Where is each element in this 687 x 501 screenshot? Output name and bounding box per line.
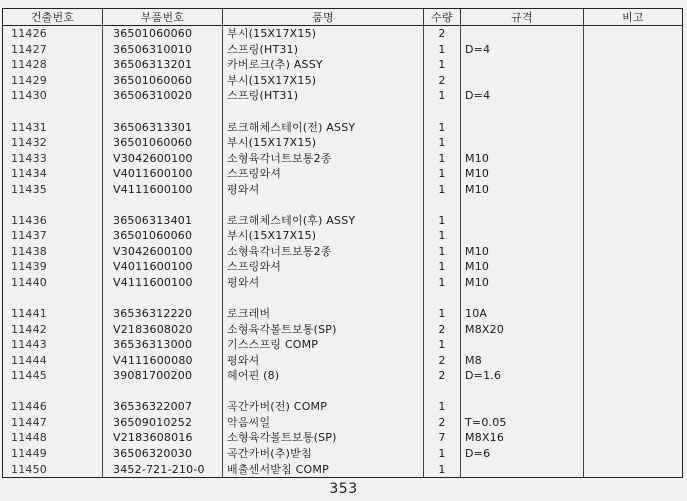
cell-qty: 1: [424, 446, 461, 462]
cell-no: 11427: [3, 42, 103, 58]
cell-part-no: 36506310010: [103, 42, 223, 58]
cell-remark: [584, 446, 683, 462]
cell-remark: [584, 104, 683, 120]
table-row: [3, 244, 683, 260]
cell-no: 11448: [3, 430, 103, 446]
cell-no: 11437: [3, 228, 103, 244]
cell-name: 기스스프링 COMP: [223, 337, 424, 353]
cell-spec: M8: [461, 352, 584, 368]
cell-name: 소형육각볼트보통(SP): [223, 321, 424, 337]
cell-qty: 7: [424, 430, 461, 446]
table-row: [3, 166, 683, 182]
cell-part-no: V4111600100: [103, 181, 223, 197]
table-row: [3, 337, 683, 353]
cell-name: 부시(15X17X15): [223, 73, 424, 89]
cell-qty: 1: [424, 135, 461, 151]
cell-qty: 1: [424, 150, 461, 166]
cell-qty: 2: [424, 26, 461, 42]
cell-part-no: 36501060060: [103, 135, 223, 151]
cell-name: 로크해체스테이(전) ASSY: [223, 119, 424, 135]
cell-remark: [584, 73, 683, 89]
table-row: [3, 150, 683, 166]
cell-name: 악음씨일: [223, 415, 424, 431]
cell-spec: D=1.6: [461, 368, 584, 384]
cell-no: 11429: [3, 73, 103, 89]
table-row: [3, 57, 683, 73]
cell-part-no: V4111600080: [103, 352, 223, 368]
cell-qty: 2: [424, 368, 461, 384]
cell-qty: 1: [424, 337, 461, 353]
cell-spec: M10: [461, 259, 584, 275]
cell-spec: [461, 135, 584, 151]
cell-remark: [584, 119, 683, 135]
cell-name: 배출센서받침 COMP: [223, 461, 424, 477]
cell-remark: [584, 461, 683, 477]
cell-qty: 1: [424, 461, 461, 477]
cell-spec: M10: [461, 166, 584, 182]
cell-part-no: 36506313401: [103, 213, 223, 229]
cell-name: 스프링(HT31): [223, 88, 424, 104]
spacer-row: [3, 290, 683, 306]
cell-spec: [461, 73, 584, 89]
col-header-spec: 규격: [461, 9, 584, 26]
cell-spec: T=0.05: [461, 415, 584, 431]
cell-qty: 1: [424, 259, 461, 275]
cell-spec: M10: [461, 275, 584, 291]
table-row: [3, 368, 683, 384]
cell-qty: 1: [424, 399, 461, 415]
cell-part-no: 39081700200: [103, 368, 223, 384]
cell-no: 11433: [3, 150, 103, 166]
cell-name: 스프링와셔: [223, 259, 424, 275]
cell-spec: M8X20: [461, 321, 584, 337]
cell-remark: [584, 384, 683, 400]
cell-remark: [584, 321, 683, 337]
table-row: [3, 181, 683, 197]
table-row: [3, 73, 683, 89]
cell-part-no: 3452-721-210-0: [103, 461, 223, 477]
cell-name: 부시(15X17X15): [223, 26, 424, 42]
cell-qty: 1: [424, 275, 461, 291]
cell-no: 11428: [3, 57, 103, 73]
cell-no: [3, 384, 103, 400]
table-row: [3, 352, 683, 368]
cell-spec: [461, 26, 584, 42]
cell-remark: [584, 42, 683, 58]
cell-part-no: V4011600100: [103, 166, 223, 182]
cell-part-no: V4111600100: [103, 275, 223, 291]
cell-remark: [584, 166, 683, 182]
header-row: [3, 9, 683, 26]
cell-spec: M10: [461, 181, 584, 197]
cell-name: [223, 197, 424, 213]
cell-part-no: V2183608016: [103, 430, 223, 446]
table-row: [3, 42, 683, 58]
cell-remark: [584, 337, 683, 353]
cell-spec: [461, 290, 584, 306]
cell-no: 11449: [3, 446, 103, 462]
cell-name: 평와셔: [223, 352, 424, 368]
cell-no: 11436: [3, 213, 103, 229]
cell-remark: [584, 415, 683, 431]
col-header-no: 건출번호: [3, 9, 103, 26]
cell-qty: 1: [424, 213, 461, 229]
cell-part-no: [103, 290, 223, 306]
cell-spec: [461, 384, 584, 400]
cell-part-no: 36501060060: [103, 26, 223, 42]
cell-spec: 10A: [461, 306, 584, 322]
cell-remark: [584, 150, 683, 166]
cell-name: [223, 104, 424, 120]
cell-name: [223, 384, 424, 400]
cell-remark: [584, 306, 683, 322]
cell-spec: M10: [461, 244, 584, 260]
cell-spec: [461, 461, 584, 477]
cell-no: 11430: [3, 88, 103, 104]
cell-spec: D=4: [461, 88, 584, 104]
cell-qty: [424, 384, 461, 400]
cell-name: 소형육각볼트보통(SP): [223, 430, 424, 446]
cell-part-no: V3042600100: [103, 244, 223, 260]
cell-name: 헤어핀 (8): [223, 368, 424, 384]
cell-qty: 2: [424, 352, 461, 368]
cell-part-no: 36501060060: [103, 73, 223, 89]
cell-name: 평와셔: [223, 181, 424, 197]
cell-qty: 1: [424, 119, 461, 135]
cell-name: 스프링와셔: [223, 166, 424, 182]
cell-qty: [424, 197, 461, 213]
table-row: [3, 135, 683, 151]
cell-remark: [584, 26, 683, 42]
cell-spec: [461, 337, 584, 353]
cell-no: 11447: [3, 415, 103, 431]
table-row: [3, 430, 683, 446]
table-row: [3, 119, 683, 135]
cell-no: 11438: [3, 244, 103, 260]
cell-no: 11426: [3, 26, 103, 42]
cell-remark: [584, 213, 683, 229]
cell-name: 부시(15X17X15): [223, 135, 424, 151]
cell-qty: 1: [424, 244, 461, 260]
cell-spec: M8X16: [461, 430, 584, 446]
cell-spec: D=4: [461, 42, 584, 58]
cell-qty: [424, 104, 461, 120]
table-row: [3, 275, 683, 291]
cell-qty: 1: [424, 228, 461, 244]
cell-qty: 1: [424, 88, 461, 104]
col-header-name: 품명: [223, 9, 424, 26]
cell-part-no: V4011600100: [103, 259, 223, 275]
cell-name: 소형육각너트보통2종: [223, 150, 424, 166]
cell-no: 11450: [3, 461, 103, 477]
cell-spec: M10: [461, 150, 584, 166]
cell-qty: 2: [424, 321, 461, 337]
cell-name: 로크레버: [223, 306, 424, 322]
cell-remark: [584, 352, 683, 368]
cell-no: 11434: [3, 166, 103, 182]
cell-no: 11435: [3, 181, 103, 197]
spacer-row: [3, 384, 683, 400]
cell-qty: 1: [424, 166, 461, 182]
cell-spec: [461, 197, 584, 213]
cell-no: 11431: [3, 119, 103, 135]
cell-qty: 1: [424, 42, 461, 58]
cell-no: 11442: [3, 321, 103, 337]
cell-remark: [584, 259, 683, 275]
cell-name: 곡간카버(추)받침: [223, 446, 424, 462]
spacer-row: [3, 104, 683, 120]
table-row: [3, 306, 683, 322]
cell-qty: 1: [424, 306, 461, 322]
cell-part-no: [103, 384, 223, 400]
cell-part-no: 36506313201: [103, 57, 223, 73]
table-row: [3, 399, 683, 415]
cell-remark: [584, 181, 683, 197]
cell-part-no: 36501060060: [103, 228, 223, 244]
cell-name: 스프링(HT31): [223, 42, 424, 58]
cell-no: [3, 290, 103, 306]
cell-part-no: 36506313301: [103, 119, 223, 135]
cell-part-no: 36506310020: [103, 88, 223, 104]
cell-remark: [584, 135, 683, 151]
cell-no: 11446: [3, 399, 103, 415]
cell-part-no: 36536322007: [103, 399, 223, 415]
cell-spec: [461, 119, 584, 135]
col-header-part-no: 부품번호: [103, 9, 223, 26]
cell-no: 11445: [3, 368, 103, 384]
table-row: [3, 321, 683, 337]
cell-spec: [461, 104, 584, 120]
cell-no: 11441: [3, 306, 103, 322]
cell-qty: 2: [424, 415, 461, 431]
cell-remark: [584, 228, 683, 244]
cell-part-no: [103, 197, 223, 213]
cell-remark: [584, 290, 683, 306]
cell-qty: 2: [424, 73, 461, 89]
cell-name: 곡간카버(전) COMP: [223, 399, 424, 415]
table-row: [3, 415, 683, 431]
cell-remark: [584, 275, 683, 291]
cell-no: [3, 197, 103, 213]
cell-name: 카버로크(추) ASSY: [223, 57, 424, 73]
cell-spec: [461, 228, 584, 244]
cell-remark: [584, 244, 683, 260]
cell-part-no: 36536312220: [103, 306, 223, 322]
cell-spec: D=6: [461, 446, 584, 462]
cell-remark: [584, 430, 683, 446]
cell-no: 11443: [3, 337, 103, 353]
table-row: [3, 461, 683, 477]
cell-name: 평와셔: [223, 275, 424, 291]
col-header-remark: 비고: [584, 9, 683, 26]
table-row: [3, 259, 683, 275]
cell-part-no: [103, 104, 223, 120]
cell-part-no: 36509010252: [103, 415, 223, 431]
cell-no: 11432: [3, 135, 103, 151]
cell-remark: [584, 399, 683, 415]
cell-qty: 1: [424, 57, 461, 73]
cell-spec: [461, 399, 584, 415]
cell-qty: 1: [424, 181, 461, 197]
page-number: 353: [329, 481, 358, 497]
table-row: [3, 26, 683, 42]
cell-remark: [584, 368, 683, 384]
parts-table: [2, 8, 683, 478]
cell-name: [223, 290, 424, 306]
cell-remark: [584, 57, 683, 73]
cell-no: [3, 104, 103, 120]
cell-no: 11440: [3, 275, 103, 291]
cell-name: 부시(15X17X15): [223, 228, 424, 244]
cell-qty: [424, 290, 461, 306]
cell-no: 11439: [3, 259, 103, 275]
cell-remark: [584, 88, 683, 104]
col-header-qty: 수량: [424, 9, 461, 26]
table-row: [3, 446, 683, 462]
table-row: [3, 88, 683, 104]
cell-name: 소형육각너트보통2종: [223, 244, 424, 260]
cell-part-no: V2183608020: [103, 321, 223, 337]
cell-remark: [584, 197, 683, 213]
cell-part-no: 36536313000: [103, 337, 223, 353]
cell-part-no: V3042600100: [103, 150, 223, 166]
cell-spec: [461, 213, 584, 229]
table-row: [3, 213, 683, 229]
table-row: [3, 228, 683, 244]
cell-name: 로크해체스테이(후) ASSY: [223, 213, 424, 229]
cell-part-no: 36506320030: [103, 446, 223, 462]
cell-spec: [461, 57, 584, 73]
cell-no: 11444: [3, 352, 103, 368]
spacer-row: [3, 197, 683, 213]
